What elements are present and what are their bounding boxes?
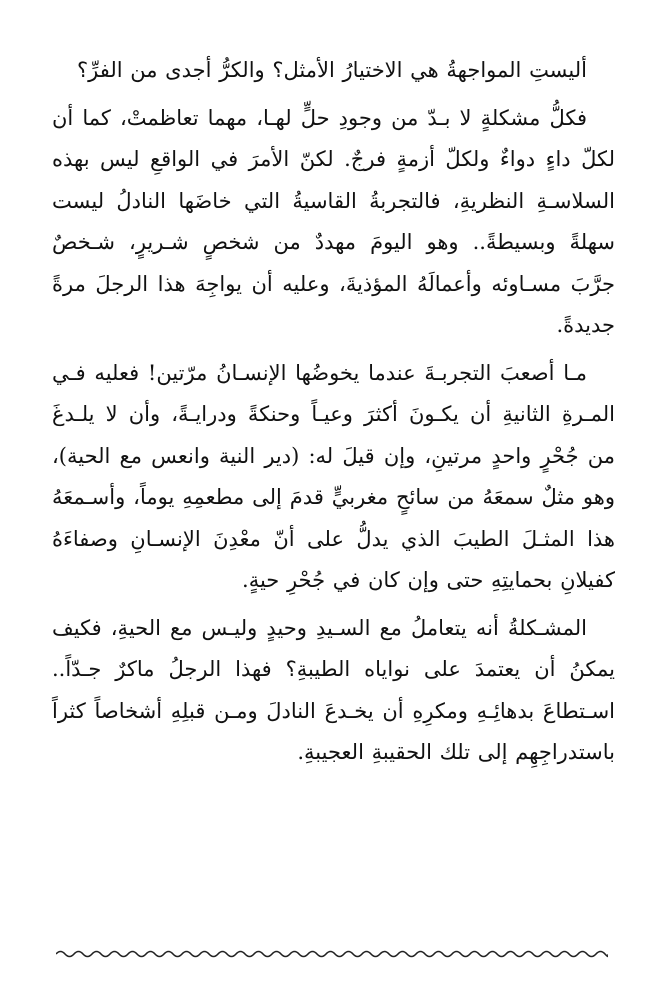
- paragraph-1: أليستِ المواجهةُ هي الاختيارُ الأمثل؟ والكرُّ أجدى من الفرِّ؟: [77, 58, 587, 82]
- paragraph-2: فكلُّ مشكلةٍ لا بـدّ من وجودِ حلٍّ لهـا، مهما تعاظمتْ، كما أن لكلّ داءٍ دواءٌ ولكلّ أزمةٍ فرجٌ. لكنّ الأمرَ في الواقعِ ليس بهذه السلاسـةِ النظريةِ، فالتجربةُ القاسيةُ التي خاضَها النادلُ ليست سهلةً وبسيطةً.. وهو اليومَ مهددٌ من شخصٍ شـريرٍ، شـخصٌ جرَّبَ مسـاوئه وأعمالَهُ المؤذيةَ، وعليه أن يواجِهَ هذا الرجلَ مرةً جديدةً.: [52, 105, 615, 337]
- paragraph-3: مـا أصعبَ التجربـةَ عندما يخوضُها الإنسـانُ مرّتين! فعليه فـي المـرةِ الثانيةِ أن يكـونَ أكثرَ وعيـاً وحنكةً ودرايـةً، وأن لا يلـدغَ من جُحْرٍ واحدٍ مرتينِ، وإن قيلَ له: (دير النية وانعس مع الحية)، وهو مثلٌ سمعَهُ من سائحٍ مغربيٍّ قدمَ إلى مطعمِهِ يوماً، وأسـمعَهُ هذا المثـلَ الطيبَ الذي يدلُّ على أنّ معْدِنَ الإنسـانِ وصفاءَهُ كفيلانِ بحمايتِهِ حتى وإن كان في جُحْرِ حيةٍ.: [52, 360, 615, 592]
- wavy-divider-line: [56, 952, 608, 957]
- paragraph-4: المشـكلةُ أنه يتعاملُ مع السـيدِ وحيدٍ وليـس مع الحيةِ، فكيف يمكنُ أن يعتمدَ على نواياه الطيبةِ؟ فهذا الرجلُ ماكرٌ جـدّاً.. اسـتطاعَ بدهائِـهِ ومكرِهِ أن يخـدعَ النادلَ ومـن قبلِهِ أشخاصاً كثراً باستدراجِهِم إلى تلك الحقيبةِ العجيبةِ.: [52, 615, 615, 764]
- wavy-divider: [56, 944, 608, 964]
